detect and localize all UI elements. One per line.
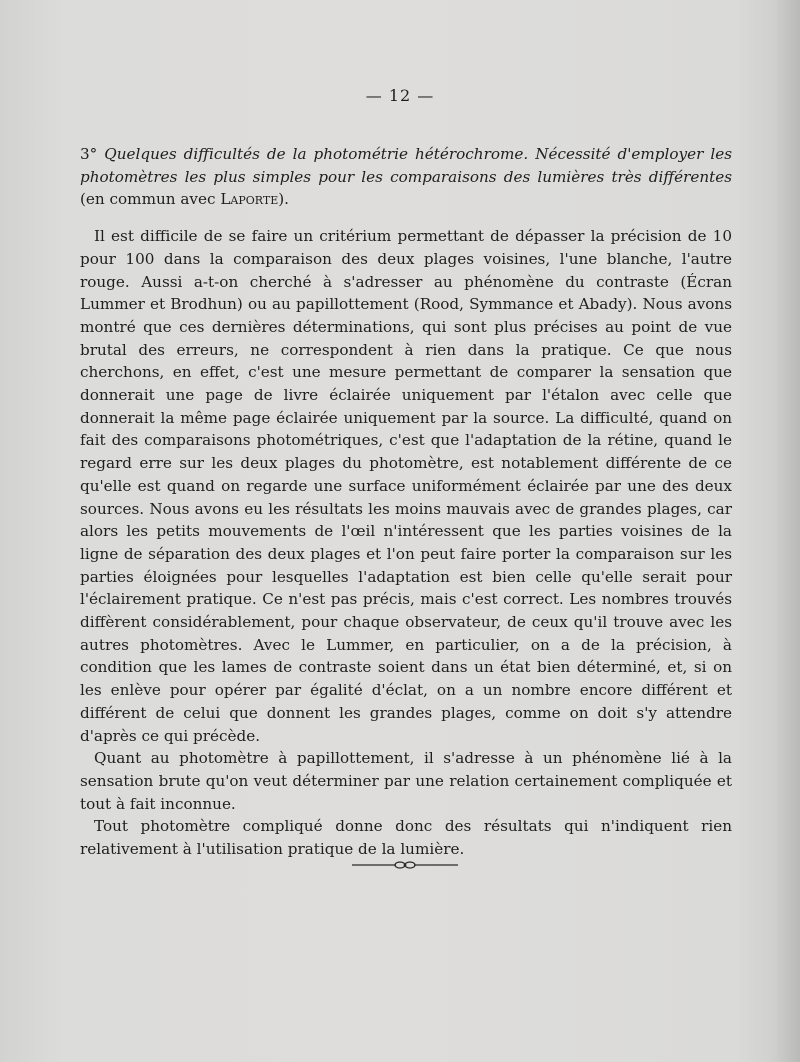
- section-title-suffix: (en commun avec: [80, 190, 221, 209]
- heading-spacer: [80, 211, 732, 225]
- paragraph-1: Il est difficile de se faire un critérium permettant de dépasser la précision de 10 pour 100 dans la comparaison des deux plages voisines, l'une blanche, l'autre rouge. Aussi a-t-on cherché à s'adresser au phénomène du contraste (Écran Lummer et Brodhun) ou au papillottement (Rood, Symmance et Abady). Nous avons montré que ces dernières déterminations, qui sont plus précises au point de vue brutal des erreurs, ne correspondent à rien dans la pratique. Ce que nous cherchons, en effet, c'est une mesure permettant de comparer la sensation que donnerait une page de livre éclairée uniquement par l'étalon avec celle que donnerait la même page éclairée uniquement par la source. La difficulté, quand on fait des comparaisons photométriques, c'est que l'adaptation de la rétine, quand le regard erre sur les deux plages du photomètre, est notablement différente de ce qu'elle est quand on regarde une surface uniformément éclairée par une des deux sources. Nous avons eu les résultats les moins mauvais avec de grandes plages, car alors les petits mouvements de l'œil n'intéressent que les parties voisines de la ligne de séparation des deux plages et l'on peut faire porter la comparaison sur les parties éloignées pour lesquelles l'adaptation est bien celle qu'elle serait pour l'éclairement pratique. Ce n'est pas précis, mais c'est correct. Les nombres trouvés diffèrent considérablement, pour chaque observateur, de ceux qu'il trouve avec les autres photomètres. Avec le Lummer, en particulier, on a de la précision, à condition que les lames de contraste soient dans un état bien déterminé, et, si on les enlève pour opérer par égalité d'éclat, on a un nombre encore différent et différent de celui que donnent les grandes plages, comme on doit s'y attendre d'après ce qui précède.: [80, 227, 732, 745]
- paragraph-3: Tout photomètre compliqué donne donc des résultats qui n'indiquent rien relativement à l'utilisation pratique de la lumière.: [80, 817, 732, 859]
- section-heading: [80, 143, 732, 211]
- section-title: Quelques difficultés de la photométrie hétérochrome. Nécessité d'employer les photomètres les plus simples pour les comparaisons des lumières très différentes: [80, 145, 733, 186]
- section-title-closing: ).: [278, 190, 289, 209]
- page-shadow: [772, 0, 800, 1062]
- section-number: 3°: [80, 145, 98, 163]
- page-body: [80, 143, 732, 861]
- end-ornament-icon: [350, 858, 460, 872]
- coauthor-name: Laporte: [220, 190, 279, 209]
- paragraph-2: Quant au photomètre à papillottement, il s'adresse à un phénomène lié à la sensation brute qu'on veut déterminer par une relation certainement compliquée et tout à fait inconnue.: [80, 749, 732, 813]
- page-number: — 12 —: [365, 86, 435, 105]
